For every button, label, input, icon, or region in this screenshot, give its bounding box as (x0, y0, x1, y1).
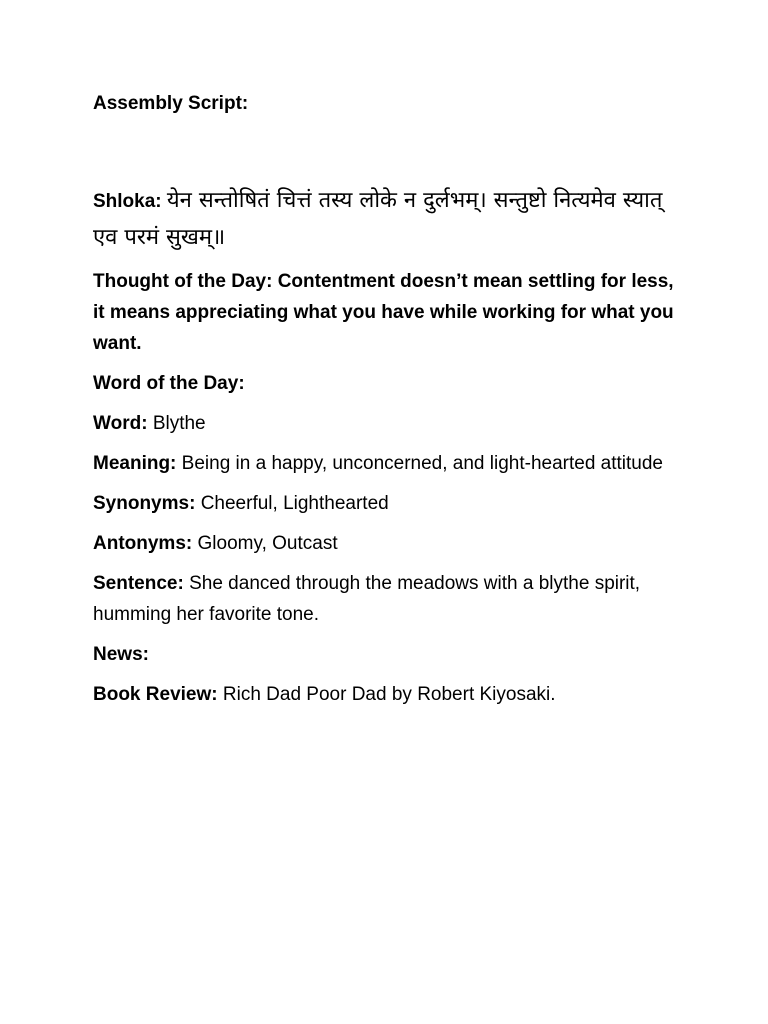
book-review-paragraph (93, 679, 683, 710)
antonyms-value: Gloomy, Outcast (197, 533, 338, 554)
synonyms-value: Cheerful, Lighthearted (200, 493, 389, 514)
antonyms-paragraph (93, 528, 683, 559)
sentence-value: She danced through the meadows with a blythe spirit, humming her favorite tone. (93, 573, 641, 625)
word-label: Word: (93, 413, 148, 434)
thought-of-the-day: Thought of the Day: Contentment doesn’t mean settling for less, it means appreciating what you have while working for what you want. (93, 271, 674, 354)
synonyms-paragraph (93, 488, 683, 519)
book-review-value: Rich Dad Poor Dad by Robert Kiyosaki. (222, 684, 556, 705)
sentence-label: Sentence: (93, 573, 184, 594)
sentence-paragraph (93, 568, 683, 630)
shloka-label: Shloka: (93, 191, 162, 212)
shloka-paragraph (93, 183, 683, 257)
news-heading: News: (93, 644, 149, 665)
document-title: Assembly Script: (93, 93, 249, 114)
meaning-value: Being in a happy, unconcerned, and light-hearted attitude (181, 453, 663, 474)
word-value: Blythe (152, 413, 206, 434)
book-review-label: Book Review: (93, 684, 218, 705)
antonyms-label: Antonyms: (93, 533, 193, 554)
word-of-the-day-heading: Word of the Day: (93, 373, 245, 394)
word-paragraph (93, 408, 683, 439)
synonyms-label: Synonyms: (93, 493, 196, 514)
document-body (93, 88, 683, 710)
meaning-paragraph (93, 448, 683, 479)
meaning-label: Meaning: (93, 453, 177, 474)
shloka-text: येन सन्तोषितं चित्तं तस्य लोके न दुर्लभम्। सन्तुष्टो नित्यमेव स्यात् एव परमं सुखम्॥ (93, 188, 663, 250)
